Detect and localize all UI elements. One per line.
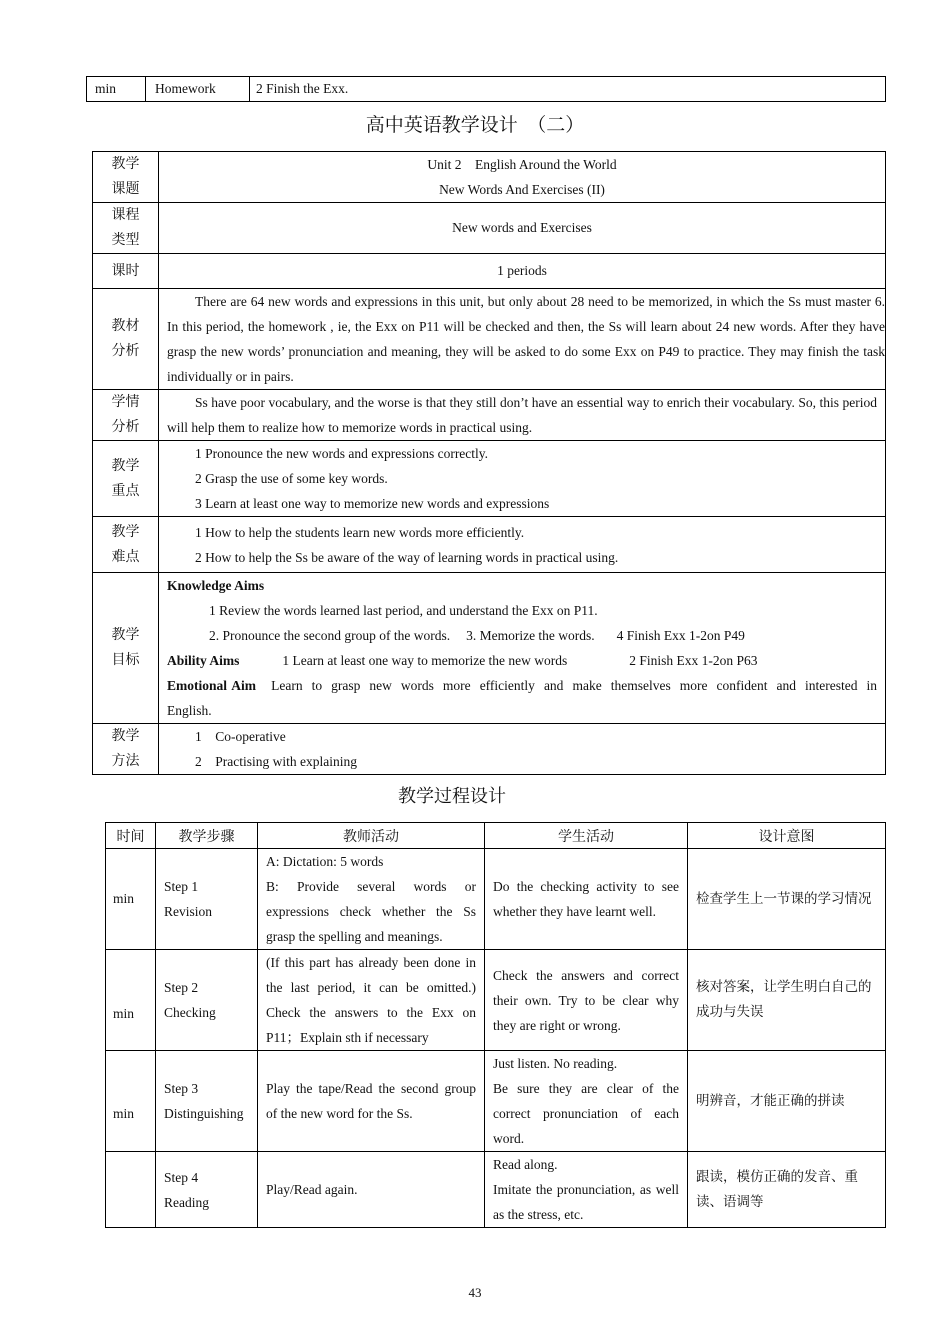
topic-value [159, 152, 886, 203]
students-label [93, 390, 159, 441]
teacher-line: Play/Read again. [266, 1182, 358, 1197]
step-number: Step 3 [164, 1081, 199, 1096]
design-title: 高中英语教学设计 （二） [365, 114, 585, 136]
material-label-1: 教材 [111, 318, 140, 334]
step-name: Checking [164, 1005, 216, 1020]
aims-label-2: 目标 [111, 652, 140, 668]
row-step [156, 1152, 258, 1228]
teacher-line: (If this part has already been done in the last period, it can be omitted.) Check the answers to the Exx on P11；Explain sth if necessary [266, 955, 476, 1045]
row-step [156, 1051, 258, 1152]
hours-label: 课时 [93, 254, 159, 289]
table-row [106, 950, 886, 1051]
knowledge-aim-2 [167, 623, 877, 648]
header-teacher: 教师活动 [258, 823, 485, 849]
step-name: Revision [164, 904, 213, 919]
material-label [93, 289, 159, 390]
row-teacher [258, 1051, 485, 1152]
type-label-1: 课程 [111, 207, 140, 223]
row-student: Do the checking activity to see whether they have learnt well. [485, 849, 688, 950]
topic-label [93, 152, 159, 203]
header-step: 教学步骤 [156, 823, 258, 849]
row-time [106, 1152, 156, 1228]
row-intent: 检查学生上一节课的学习情况 [688, 849, 886, 950]
row-step [156, 849, 258, 950]
ability-aim-1: 1 Learn at least one way to memorize the new words [282, 653, 568, 668]
step-number: Step 1 [164, 879, 199, 894]
type-label [93, 203, 159, 254]
row-intent: 明辨音，才能正确的拼读 [688, 1051, 886, 1152]
topic-label-2: 课题 [111, 181, 140, 197]
difficulties-label-1: 教学 [111, 523, 140, 540]
lesson-info-table [92, 151, 886, 775]
type-label-2: 类型 [111, 232, 140, 248]
methods-label [93, 724, 159, 775]
ability-aims-title: Ability Aims [167, 653, 240, 668]
difficulties-label [93, 517, 159, 573]
page-number: 43 [468, 1285, 482, 1300]
students-label-2: 分析 [111, 419, 140, 435]
step-number: Step 4 [164, 1169, 199, 1185]
students-analysis-text: Ss have poor vocabulary, and the worse is that they still don’t have an essential way to enrich their vocabulary. So, this period will help them to realize how to memorize words in practical using. [159, 390, 886, 441]
homework-row-table [86, 76, 886, 102]
teacher-line: Play the tape/Read the second group of the new word for the Ss. [266, 1081, 476, 1121]
method-item: 1 Co-operative [195, 729, 286, 744]
method-item: 2 Practising with explaining [195, 754, 357, 769]
topic-label-1: 教学 [111, 156, 140, 172]
emotional-aim-text: Learn to grasp new words more efficiently and make themselves more confident and interested in English. [167, 678, 877, 718]
process-table [105, 822, 886, 1228]
difficulties-list [159, 517, 886, 573]
emotional-aim-line [167, 673, 877, 723]
material-label-2: 分析 [111, 343, 140, 359]
key-point-item: 2 Grasp the use of some key words. [195, 471, 388, 486]
homework-activity: 2 Finish the Exx. [250, 77, 886, 102]
difficulty-item: 1 How to help the students learn new words more efficiently. [195, 524, 525, 540]
key-points-label [93, 441, 159, 517]
type-value: New words and Exercises [159, 203, 886, 254]
knowledge-aims-title: Knowledge Aims [167, 578, 265, 593]
methods-label-1: 教学 [111, 728, 140, 744]
methods-list [159, 724, 886, 775]
table-row [106, 1051, 886, 1152]
process-title: 教学过程设计 [398, 786, 506, 807]
key-points-label-2: 重点 [111, 482, 140, 499]
row-step [156, 950, 258, 1051]
homework-time: min [87, 77, 146, 102]
key-points-list [159, 441, 886, 517]
row-teacher [258, 849, 485, 950]
student-line: Just listen. No reading. [493, 1056, 618, 1071]
aims-label-1: 教学 [111, 627, 140, 643]
aims-label [93, 573, 159, 724]
material-analysis-text: There are 64 new words and expressions in this unit, but only about 28 need to be memorized, in which the Ss must master 6. In this period, the homework , ie, the Exx on P11 will be checked and then, the Ss will learn about 24 new words. After they have grasp the new words’ pronunciation and meaning, they will be asked to do some Exx on P49 to practice. They may finish the task individually or in pairs. [159, 289, 886, 390]
students-label-1: 学情 [111, 394, 140, 410]
row-student [485, 1152, 688, 1228]
ability-aim-2: 2 Finish Exx 1-2on P63 [629, 653, 758, 668]
row-time: min [106, 1051, 156, 1152]
header-intent: 设计意图 [688, 823, 886, 849]
header-student: 学生活动 [485, 823, 688, 849]
key-point-item: 3 Learn at least one way to memorize new words and expressions [195, 496, 550, 511]
difficulty-item: 2 How to help the Ss be aware of the way of learning words in practical using. [195, 549, 619, 565]
knowledge-aim-2b: 3. Memorize the words. [466, 628, 595, 643]
row-student: Check the answers and correct their own. Try to be clear why they are right or wrong. [485, 950, 688, 1051]
student-line: Imitate the pronunciation, as well as the stress, etc. [493, 1182, 679, 1222]
row-teacher [258, 950, 485, 1051]
homework-step: Homework [146, 77, 250, 102]
row-intent: 跟读，模仿正确的发音、重读、语调等 [688, 1152, 886, 1228]
methods-label-2: 方法 [111, 753, 140, 769]
difficulties-label-2: 难点 [111, 548, 140, 565]
row-time: min [106, 849, 156, 950]
emotional-aim-title: Emotional Aim [167, 678, 257, 693]
knowledge-aim-1: 1 Review the words learned last period, and understand the Exx on P11. [209, 603, 598, 618]
key-point-item: 1 Pronounce the new words and expressions correctly. [195, 446, 489, 461]
topic-line-1: Unit 2 English Around the World [427, 157, 617, 172]
header-time: 时间 [106, 823, 156, 849]
student-line: Be sure they are clear of the correct pronunciation of each word. [493, 1081, 679, 1146]
table-row [106, 849, 886, 950]
teacher-line: B: Provide several words or expressions check whether the Ss grasp the spelling and meanings. [266, 879, 476, 944]
hours-value: 1 periods [159, 254, 886, 289]
table-row [106, 1152, 886, 1228]
aims-content [159, 573, 886, 724]
student-line: Read along. [493, 1157, 558, 1172]
step-name: Distinguishing [164, 1106, 244, 1121]
row-intent: 核对答案，让学生明白自己的成功与失误 [688, 950, 886, 1051]
step-name: Reading [164, 1194, 209, 1210]
step-number: Step 2 [164, 980, 199, 995]
row-time: min [106, 950, 156, 1051]
row-student [485, 1051, 688, 1152]
ability-aims-line [167, 648, 877, 673]
knowledge-aim-2c: 4 Finish Exx 1-2on P49 [616, 628, 745, 643]
topic-line-2: New Words And Exercises (II) [439, 182, 605, 197]
row-teacher [258, 1152, 485, 1228]
knowledge-aim-2a: 2. Pronounce the second group of the words. [209, 628, 451, 643]
teacher-line: A: Dictation: 5 words [266, 854, 384, 869]
key-points-label-1: 教学 [111, 457, 140, 474]
